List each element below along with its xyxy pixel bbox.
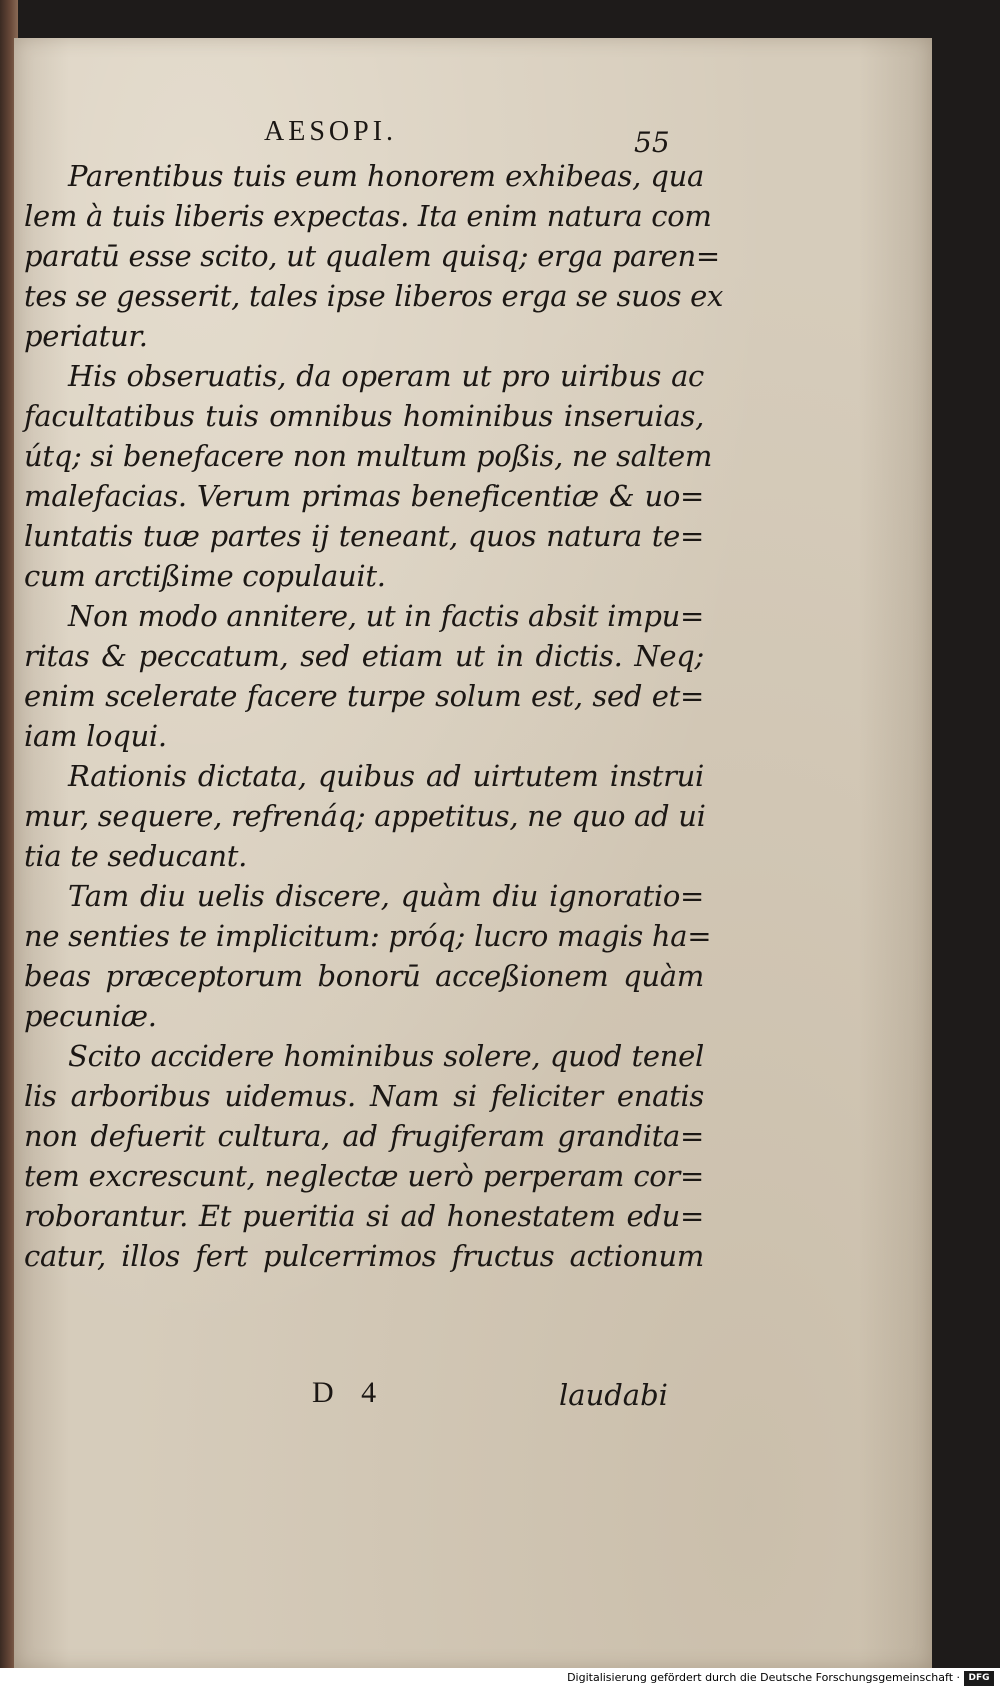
text-line: luntatis tuæ partes ij teneant, quos natura te= <box>24 519 704 553</box>
credit-bar <box>0 1668 1000 1690</box>
text-line: roborantur. Et pueritia si ad honestatem edu= <box>24 1199 704 1233</box>
text-line: malefacias. Verum primas beneficentiæ & uo= <box>24 479 704 513</box>
text-line: periatur. <box>24 319 148 353</box>
text-line: enim scelerate facere turpe solum est, sed et= <box>24 679 704 713</box>
text-line: non defuerit cultura, ad frugiferam grandita= <box>24 1119 704 1153</box>
text-line: catur, illos fert pulcerrimos fructus actionum <box>24 1239 704 1273</box>
catchword: laudabi <box>559 1378 668 1412</box>
paragraph-1 <box>24 156 724 356</box>
text-line: lis arboribus uidemus. Nam si feliciter enatis <box>24 1079 704 1113</box>
page-body <box>24 156 724 1276</box>
text-line: ne senties te implicitum: próq; lucro magis ha= <box>24 919 712 953</box>
text-line: mur, sequere, refrenáq; appetitus, ne quo ad ui <box>24 799 706 833</box>
paragraph-2 <box>24 356 713 596</box>
paragraph-6 <box>24 1036 704 1276</box>
text-line: Scito accidere hominibus solere, quod tenel <box>68 1039 704 1073</box>
paragraph-4 <box>24 756 704 876</box>
text-line: Parentibus tuis eum honorem exhibeas, qua <box>68 159 704 193</box>
text-line: tes se gesserit, tales ipse liberos erga se suos ex <box>24 279 724 313</box>
running-title: AESOPI. <box>264 116 398 147</box>
text-line: Rationis dictata, quibus ad uirtutem instrui <box>68 759 704 793</box>
page-number: 55 <box>634 126 670 159</box>
text-line: iam loqui. <box>24 719 167 753</box>
text-line: His obseruatis, da operam ut pro uiribus ac <box>68 359 704 393</box>
text-line: facultatibus tuis omnibus hominibus inseruias, <box>24 399 704 433</box>
text-line: tia te seducant. <box>24 839 248 873</box>
book-page <box>14 38 932 1668</box>
text-line: tem excrescunt, neglectæ uerò perperam cor= <box>24 1159 704 1193</box>
text-line: ritas & peccatum, sed etiam ut in dictis. Neq; <box>24 639 704 673</box>
text-line: Non modo annitere, ut in factis absit impu= <box>68 599 704 633</box>
text-line: lem à tuis liberis expectas. Ita enim natura com <box>24 199 712 233</box>
text-line: beas præceptorum bonorū acceßionem quàm <box>24 959 704 993</box>
text-line: paratū esse scito, ut qualem quisq; erga paren= <box>24 239 720 273</box>
text-line: cum arctißime copulauit. <box>24 559 386 593</box>
dfg-logo: DFG <box>964 1671 994 1686</box>
paragraph-5 <box>24 876 712 1036</box>
running-head <box>24 116 704 159</box>
text-line: útq; si benefacere non multum poßis, ne saltem <box>24 439 713 473</box>
page-footer <box>24 1376 704 1416</box>
credit-text: Digitalisierung gefördert durch die Deutsche Forschungsgemeinschaft · <box>567 1671 960 1684</box>
signature-mark: D 4 <box>312 1376 387 1409</box>
text-line: Tam diu uelis discere, quàm diu ignoratio= <box>68 879 704 913</box>
paragraph-3 <box>24 596 704 756</box>
text-line: pecuniæ. <box>24 999 157 1033</box>
